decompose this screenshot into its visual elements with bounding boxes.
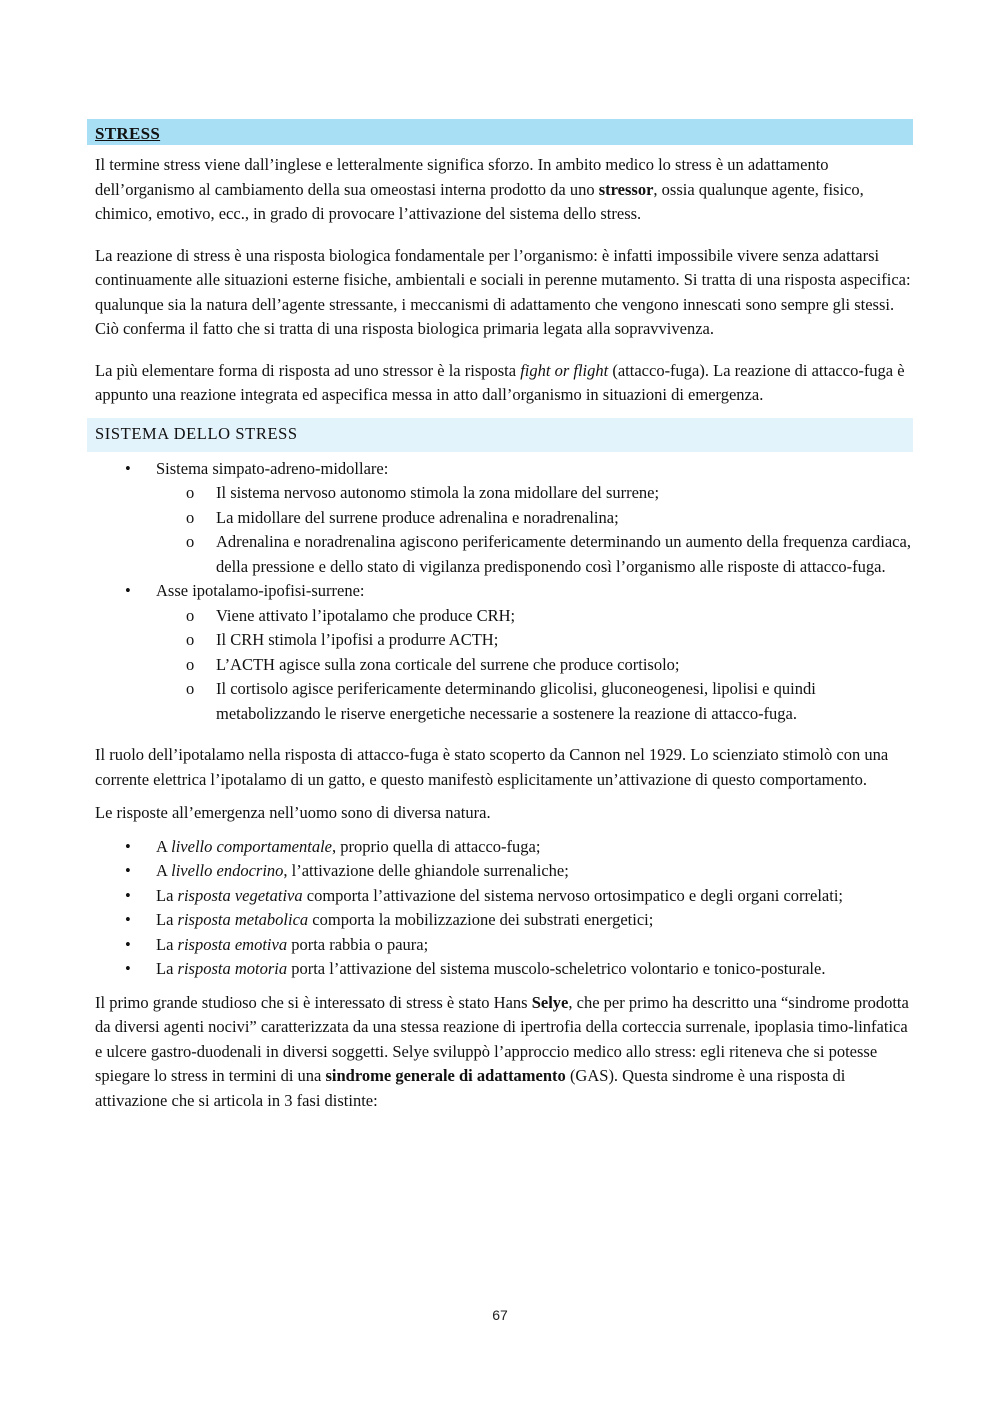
step-text: Il CRH stimola l’ipofisi a produrre ACTH; (216, 630, 499, 649)
text-run: La più elementare forma di risposta ad uno stressor è la risposta (95, 360, 521, 380)
paragraph-emergency-responses: Le risposte all’emergenza nell’uomo sono di diversa natura. (95, 803, 491, 822)
emergency-response-item (95, 908, 913, 933)
stress-system-step (156, 481, 913, 506)
text-run: porta l’attivazione del sistema muscolo-scheletrico volontario e tonico-posturale. (287, 959, 826, 978)
italic-text: livello endocrino (171, 861, 284, 880)
bold-text: stressor (598, 179, 654, 199)
paragraph-stress-reaction: La reazione di stress è una risposta biologica fondamentale per l’organismo: è infatti impossibile vivere senza adattarsi continuamente alle situazioni esterne fisiche, ambientali e sociali in perenne mutamento. Si tratta di una risposta aspecifica: qualunque sia la natura dell’agente stressante, i meccanismi di adattamento che vengono innescati sono sempre gli stessi. Ciò conferma il fatto che si tratta di una risposta biologica primaria legata alla sopravvivenza. (95, 245, 911, 338)
text-run: , proprio quella di attacco-fuga; (331, 836, 541, 856)
bullet-icon: • (125, 581, 131, 600)
stress-system-step (156, 653, 913, 678)
stress-system-step (156, 628, 913, 653)
circle-bullet-icon: o (186, 483, 195, 502)
circle-bullet-icon: o (186, 654, 195, 674)
text-run: La (156, 934, 178, 954)
paragraph-fight-or-flight (95, 359, 913, 408)
text-run: La (156, 885, 178, 905)
stress-system-label: Asse ipotalamo-ipofisi-surrene: (156, 581, 365, 600)
emergency-response-item (95, 884, 913, 909)
stress-systems-list (95, 457, 913, 727)
step-text: L’ACTH agisce sulla zona corticale del surrene che produce cortisolo; (216, 654, 680, 674)
stress-system-steps (156, 481, 913, 579)
document-page (95, 119, 913, 1113)
step-text: Adrenalina e noradrenalina agiscono perifericamente determinando un aumento della frequenza cardiaca, della pressione e dello stato di vigilanza predisponendo così l’organismo alle risposte di attacco-fuga. (216, 532, 911, 576)
text-run: Il primo grande studioso che si è interessato di stress è stato Hans (95, 992, 532, 1012)
bold-text: sindrome generale di adattamento (325, 1066, 566, 1085)
bullet-icon: • (125, 885, 131, 905)
italic-text: risposta emotiva (177, 934, 288, 954)
step-text: La midollare del surrene produce adrenalina e noradrenalina; (216, 507, 619, 527)
text-run: (attacco-fuga). La reazione di attacco-fuga è appunto una reazione integrata ed aspecifica messa in atto dall’organismo in situazioni di emergenza. (95, 360, 905, 404)
text-run: comporta la mobilizzazione dei substrati energetici; (308, 910, 654, 929)
step-text: Il sistema nervoso autonomo stimola la zona midollare del surrene; (216, 483, 660, 502)
bullet-icon: • (125, 861, 131, 880)
circle-bullet-icon: o (186, 630, 195, 649)
text-run: (GAS). Questa sindrome è una risposta di attivazione che si articola in 3 fasi distinte: (95, 1066, 846, 1110)
text-run: A (156, 836, 172, 856)
emergency-response-item (95, 835, 913, 860)
italic-text: fight or flight (520, 360, 609, 380)
bullet-icon: • (125, 458, 131, 478)
stress-system-item (95, 579, 913, 726)
italic-text: risposta vegetativa (177, 885, 303, 905)
italic-text: risposta motoria (177, 959, 288, 978)
text-run: comporta l’attivazione del sistema nervoso ortosimpatico e degli organi correlati; (302, 885, 843, 905)
section-heading-sistema-stress: SISTEMA DELLO STRESS (87, 418, 913, 452)
text-run: La (156, 910, 178, 929)
step-text: Il cortisolo agisce perifericamente determinando glicolisi, gluconeogenesi, lipolisi e quindi metabolizzando le riserve energetiche necessarie a sostenere la reazione di attacco-fuga. (216, 679, 816, 723)
section-heading-stress: STRESS (87, 119, 913, 145)
bold-text: Selye (531, 992, 569, 1012)
bullet-icon: • (125, 934, 131, 954)
emergency-response-item (95, 859, 913, 884)
stress-system-step (156, 604, 913, 629)
italic-text: livello comportamentale (171, 836, 332, 856)
step-text: Viene attivato l’ipotalamo che produce CRH; (216, 605, 516, 625)
stress-system-step (156, 530, 913, 579)
stress-system-step (156, 506, 913, 531)
circle-bullet-icon: o (186, 532, 195, 551)
text-run: , ossia qualunque agente, fisico, chimico, emotivo, ecc., in grado di provocare l’attivazione del sistema dello stress. (95, 179, 864, 223)
bullet-icon: • (125, 836, 131, 856)
bullet-icon: • (125, 959, 131, 978)
paragraph-selye (95, 991, 913, 1114)
text-run: A (156, 861, 172, 880)
emergency-response-item (95, 933, 913, 958)
text-run: , che per primo ha descritto una “sindrome prodotta da diversi agenti nocivi” caratterizzata da una stessa reazione di ipertrofia della corteccia surrenale, ipoplasia timo-linfatica e ulcere gastro-duodenali in diversi soggetti. Selye sviluppò l’approccio medico allo stress: egli riteneva che si potesse spiegare lo stress in termini di una (95, 992, 909, 1085)
page-number: 67 (492, 1307, 508, 1323)
circle-bullet-icon: o (186, 679, 195, 698)
circle-bullet-icon: o (186, 605, 195, 625)
stress-system-steps (156, 604, 913, 727)
text-run: Il termine stress viene dall’inglese e letteralmente significa sforzo. In ambito medico lo stress è un adattamento dell’organismo al cambiamento della sua omeostasi interna prodotto da uno (95, 155, 829, 199)
paragraph-cannon: Il ruolo dell’ipotalamo nella risposta di attacco-fuga è stato scoperto da Cannon nel 1929. Lo scienziato stimolò con una corrente elettrica l’ipotalamo di un gatto, e questo manifestò esplicitamente un’attivazione di questo comportamento. (95, 745, 889, 789)
text-run: , l’attivazione delle ghiandole surrenaliche; (283, 861, 569, 880)
stress-system-label: Sistema simpato-adreno-midollare: (156, 458, 389, 478)
emergency-responses-list (95, 835, 913, 982)
text-run: La (156, 959, 178, 978)
bullet-icon: • (125, 910, 131, 929)
emergency-response-item (95, 957, 913, 982)
circle-bullet-icon: o (186, 507, 195, 527)
paragraph-intro (95, 153, 913, 227)
text-run: porta rabbia o paura; (287, 934, 429, 954)
stress-system-item (95, 457, 913, 580)
stress-system-step (156, 677, 913, 726)
italic-text: risposta metabolica (177, 910, 309, 929)
